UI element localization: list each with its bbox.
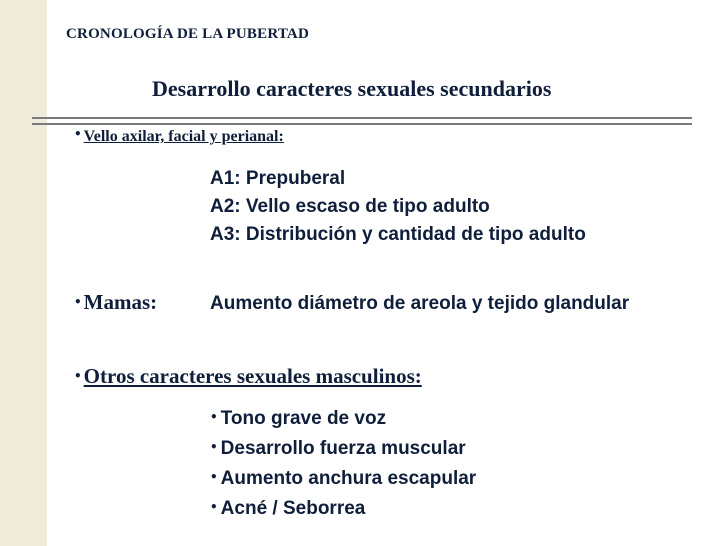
slide-top-title: CRONOLOGÍA DE LA PUBERTAD bbox=[66, 26, 309, 42]
vello-stage-item: A3: Distribución y cantidad de tipo adulto bbox=[210, 224, 586, 245]
section-otros-heading bbox=[74, 364, 422, 389]
otros-trait-label: Desarrollo fuerza muscular bbox=[220, 438, 466, 459]
section-mamas-heading bbox=[74, 290, 157, 315]
section-vello-label: Vello axilar, facial y perianal: bbox=[83, 128, 284, 145]
otros-trait-item bbox=[210, 403, 476, 433]
otros-trait-item bbox=[210, 493, 476, 523]
bullet-icon: • bbox=[74, 295, 82, 309]
decorative-side-bar bbox=[0, 0, 47, 546]
otros-trait-label: Tono grave de voz bbox=[220, 408, 387, 429]
section-vello-heading bbox=[74, 127, 284, 146]
otros-trait-item bbox=[210, 463, 476, 493]
vello-stages-list bbox=[210, 165, 586, 249]
bullet-icon: • bbox=[74, 127, 82, 141]
otros-trait-item bbox=[210, 433, 476, 463]
section-mamas-label: Mamas: bbox=[83, 290, 158, 314]
vello-stage-item: A2: Vello escaso de tipo adulto bbox=[210, 196, 490, 217]
vello-stage-item: A1: Prepuberal bbox=[210, 168, 346, 189]
bullet-icon: • bbox=[210, 500, 218, 514]
otros-trait-label: Aumento anchura escapular bbox=[220, 468, 477, 489]
otros-trait-label: Acné / Seborrea bbox=[220, 498, 366, 519]
bullet-icon: • bbox=[74, 369, 82, 383]
bullet-icon: • bbox=[210, 440, 218, 454]
slide-heading: Desarrollo caracteres sexuales secundarios bbox=[152, 76, 552, 101]
section-otros-label: Otros caracteres sexuales masculinos: bbox=[83, 364, 422, 388]
bullet-icon: • bbox=[210, 410, 218, 424]
mamas-description: Aumento diámetro de areola y tejido glandular bbox=[210, 293, 630, 314]
otros-traits-list bbox=[210, 403, 476, 523]
divider-line-top bbox=[32, 117, 692, 119]
divider-line-bottom bbox=[32, 123, 692, 125]
bullet-icon: • bbox=[210, 470, 218, 484]
